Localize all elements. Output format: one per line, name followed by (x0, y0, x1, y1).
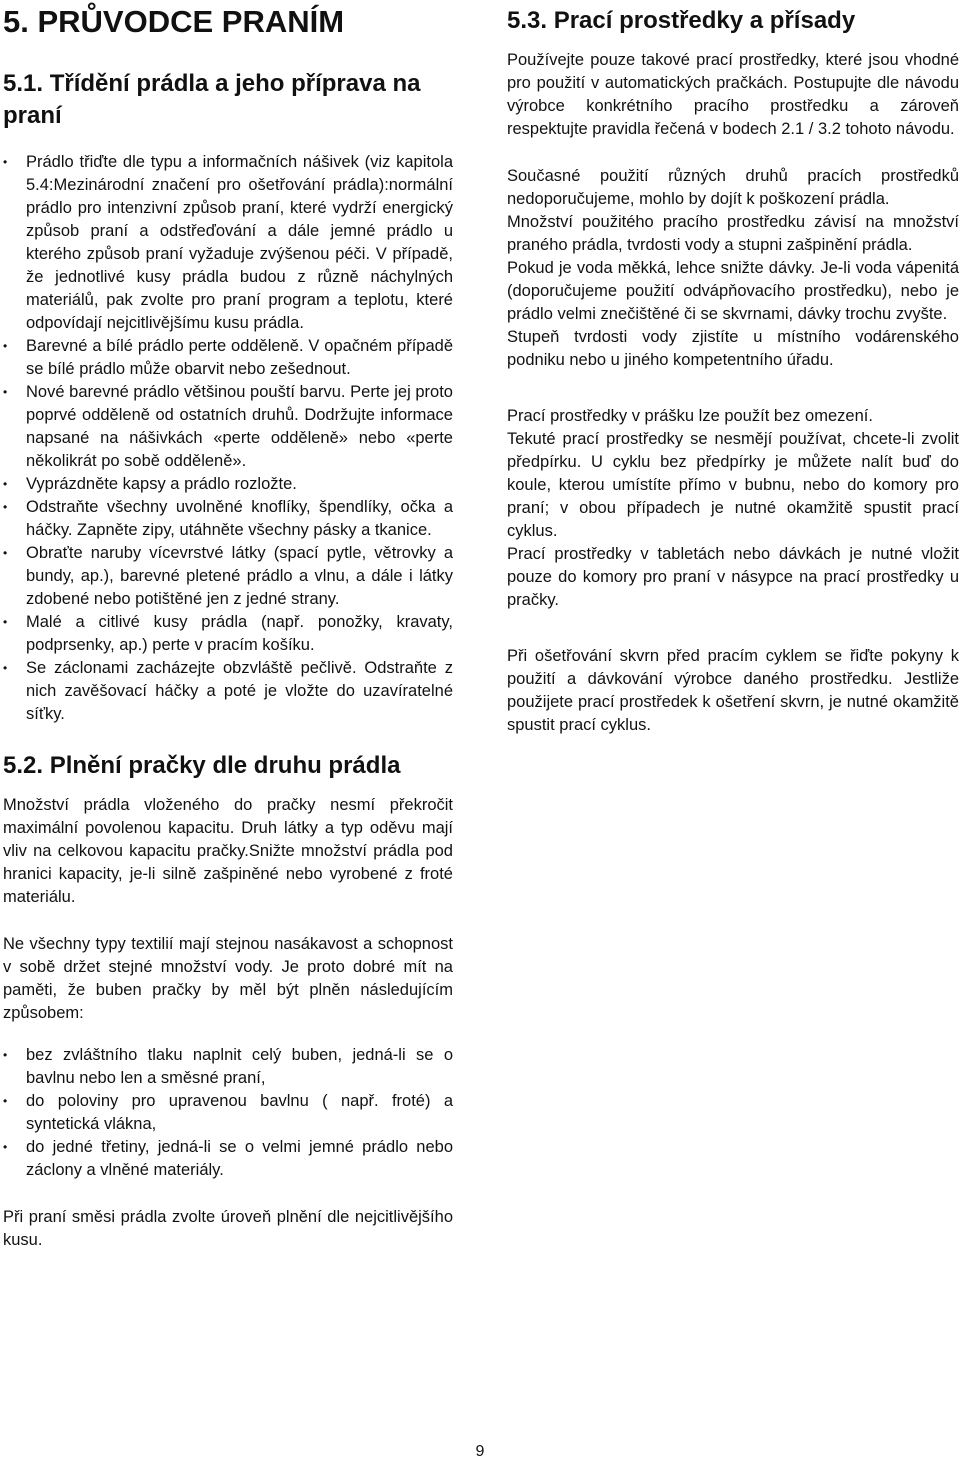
bullet-icon: • (3, 477, 8, 491)
bullet-icon: • (3, 1048, 8, 1062)
section-5-1-list (3, 151, 453, 726)
section-5-2-title: 5.2. Plnění pračky dle druhu prádla (3, 752, 401, 779)
list-item: • Vyprázdněte kapsy a prádlo rozložte. (3, 473, 453, 496)
page-number: 9 (475, 1443, 485, 1460)
section-5-2-paragraph-3: Při praní směsi prádla zvolte úroveň plnění dle nejcitlivějšího kusu. (3, 1208, 453, 1249)
bullet-icon: • (3, 1094, 8, 1108)
section-5-3-paragraph-2: Současné použití různých druhů pracích prostředků nedoporučujeme, mohlo by dojít k poškození prádla. (507, 167, 959, 208)
bullet-icon: • (3, 546, 8, 560)
chapter-title: 5. PRŮVODCE PRANÍM (3, 4, 345, 39)
list-item: • Barevné a bílé prádlo perte odděleně. V opačném případě se bílé prádlo může obarvit nebo zešednout. (3, 337, 453, 378)
section-5-2-paragraph-1: Množství prádla vloženého do pračky nesmí překročit maximální povolenou kapacitu. Druh látky a typ oděvu mají vliv na celkovou kapacitu pračky.Snižte množství prádla pod hranici kapacity, je-li silně zašpiněné nebo vyrobené z froté materiálu. (3, 796, 453, 906)
bullet-icon: • (3, 385, 8, 399)
bullet-icon: • (3, 155, 8, 169)
bullet-icon: • (3, 1140, 8, 1154)
right-column (507, 0, 959, 737)
left-column (3, 0, 453, 1252)
section-5-3-paragraph-7: Tekuté prací prostředky se nesmějí používat, chcete-li zvolit předpírku. U cyklu bez předpírky je můžete nalít buď do koule, kterou umístíte přímo v bubnu, nebo do komory pro praní; v obou případech je nutné okamžitě spustit prací cyklus. (507, 430, 959, 540)
section-5-2-paragraph-2: Ne všechny typy textilií mají stejnou nasákavost a schopnost v sobě držet stejné množství vody. Je proto dobré mít na paměti, že buben pračky by měl být plněn následujícím způsobem: (3, 935, 453, 1022)
section-5-3-paragraph-4: Pokud je voda měkká, lehce snižte dávky. Je-li voda vápenitá (doporučujeme použití odvápňovacího prostředku), nebo je prádlo velmi znečištěné či se skvrnami, dávky trochu zvyšte. (507, 259, 959, 323)
list-item: • Se záclonami zacházejte obzvláště pečlivě. Odstraňte z nich zavěšovací háčky a poté je vložte do uzavíratelné síťky. (3, 659, 453, 723)
section-5-1-title: 5.1. Třídění prádla a jeho příprava na praní (3, 70, 421, 129)
section-5-3-paragraph-5: Stupeň tvrdosti vody zjistíte u místního vodárenského podniku nebo u jiného kompetentního úřadu. (507, 328, 959, 369)
bullet-icon: • (3, 615, 8, 629)
bullet-icon: • (3, 339, 8, 353)
list-item: • do jedné třetiny, jedná-li se o velmi jemné prádlo nebo záclony a vlněné materiály. (3, 1138, 453, 1179)
bullet-icon: • (3, 661, 8, 675)
list-item: • Odstraňte všechny uvolněné knoflíky, špendlíky, očka a háčky. Zapněte zipy, utáhněte všechny pásky a tkanice. (3, 498, 453, 539)
list-item: • Nové barevné prádlo většinou pouští barvu. Perte jej proto poprvé odděleně od ostatních druhů. Dodržujte informace napsané na nášivkách «perte odděleně» nebo «perte několikrát po sobě odděleně». (3, 383, 453, 470)
section-5-2-list (3, 1044, 453, 1182)
section-5-3-paragraph-6: Prací prostředky v prášku lze použít bez omezení. (507, 407, 873, 425)
section-5-3-paragraph-8: Prací prostředky v tabletách nebo dávkách je nutné vložit pouze do komory pro praní v násypce na prací prostředky u pračky. (507, 545, 959, 609)
bullet-icon: • (3, 500, 8, 514)
list-item: • Prádlo třiďte dle typu a informačních nášivek (viz kapitola 5.4:Mezinárodní značení pro ošetřování prádla):normální prádlo pro intenzivní způsob praní, které vydrží energický způsob praní a odstřeďování a dále jemné prádlo u kterého způsob praní vyžaduje zvýšenou péči. V případě, že jednotlivé kusy prádla budou z různě náchylných materiálů, pak zvolte pro praní program a teplotu, které odpovídají nejcitlivějšímu kusu prádla. (3, 153, 453, 332)
list-item: • do poloviny pro upravenou bavlnu ( např. froté) a syntetická vlákna, (3, 1092, 453, 1133)
section-5-3-title: 5.3. Prací prostředky a přísady (507, 7, 856, 34)
section-5-3-paragraph-1: Používejte pouze takové prací prostředky, které jsou vhodné pro použití v automatických pračkách. Postupujte dle návodu výrobce konkrétního pracího prostředku a zároveň respektujte pravidla řečená v bodech 2.1 / 3.2 tohoto návodu. (507, 51, 959, 138)
section-5-3-paragraph-3: Množství použitého pracího prostředku závisí na množství praného prádla, tvrdosti vody a stupni zašpinění prádla. (507, 213, 959, 254)
list-item: • Malé a citlivé kusy prádla (např. ponožky, kravaty, podprsenky, ap.) perte v pracím košíku. (3, 613, 453, 654)
list-item: • bez zvláštního tlaku naplnit celý buben, jedná-li se o bavlnu nebo len a směsné praní, (3, 1046, 453, 1087)
section-5-3-paragraph-9: Při ošetřování skvrn před pracím cyklem se řiďte pokyny k použití a dávkování výrobce daného prostředku. Jestliže použijete prací prostředek k ošetření skvrn, je nutné okamžitě spustit prací cyklus. (507, 647, 959, 734)
list-item: • Obraťte naruby vícevrstvé látky (spací pytle, větrovky a bundy, ap.), barevné pletené prádlo a vlnu, a dále i látky zdobené nebo potištěné jen z jedné strany. (3, 544, 453, 608)
